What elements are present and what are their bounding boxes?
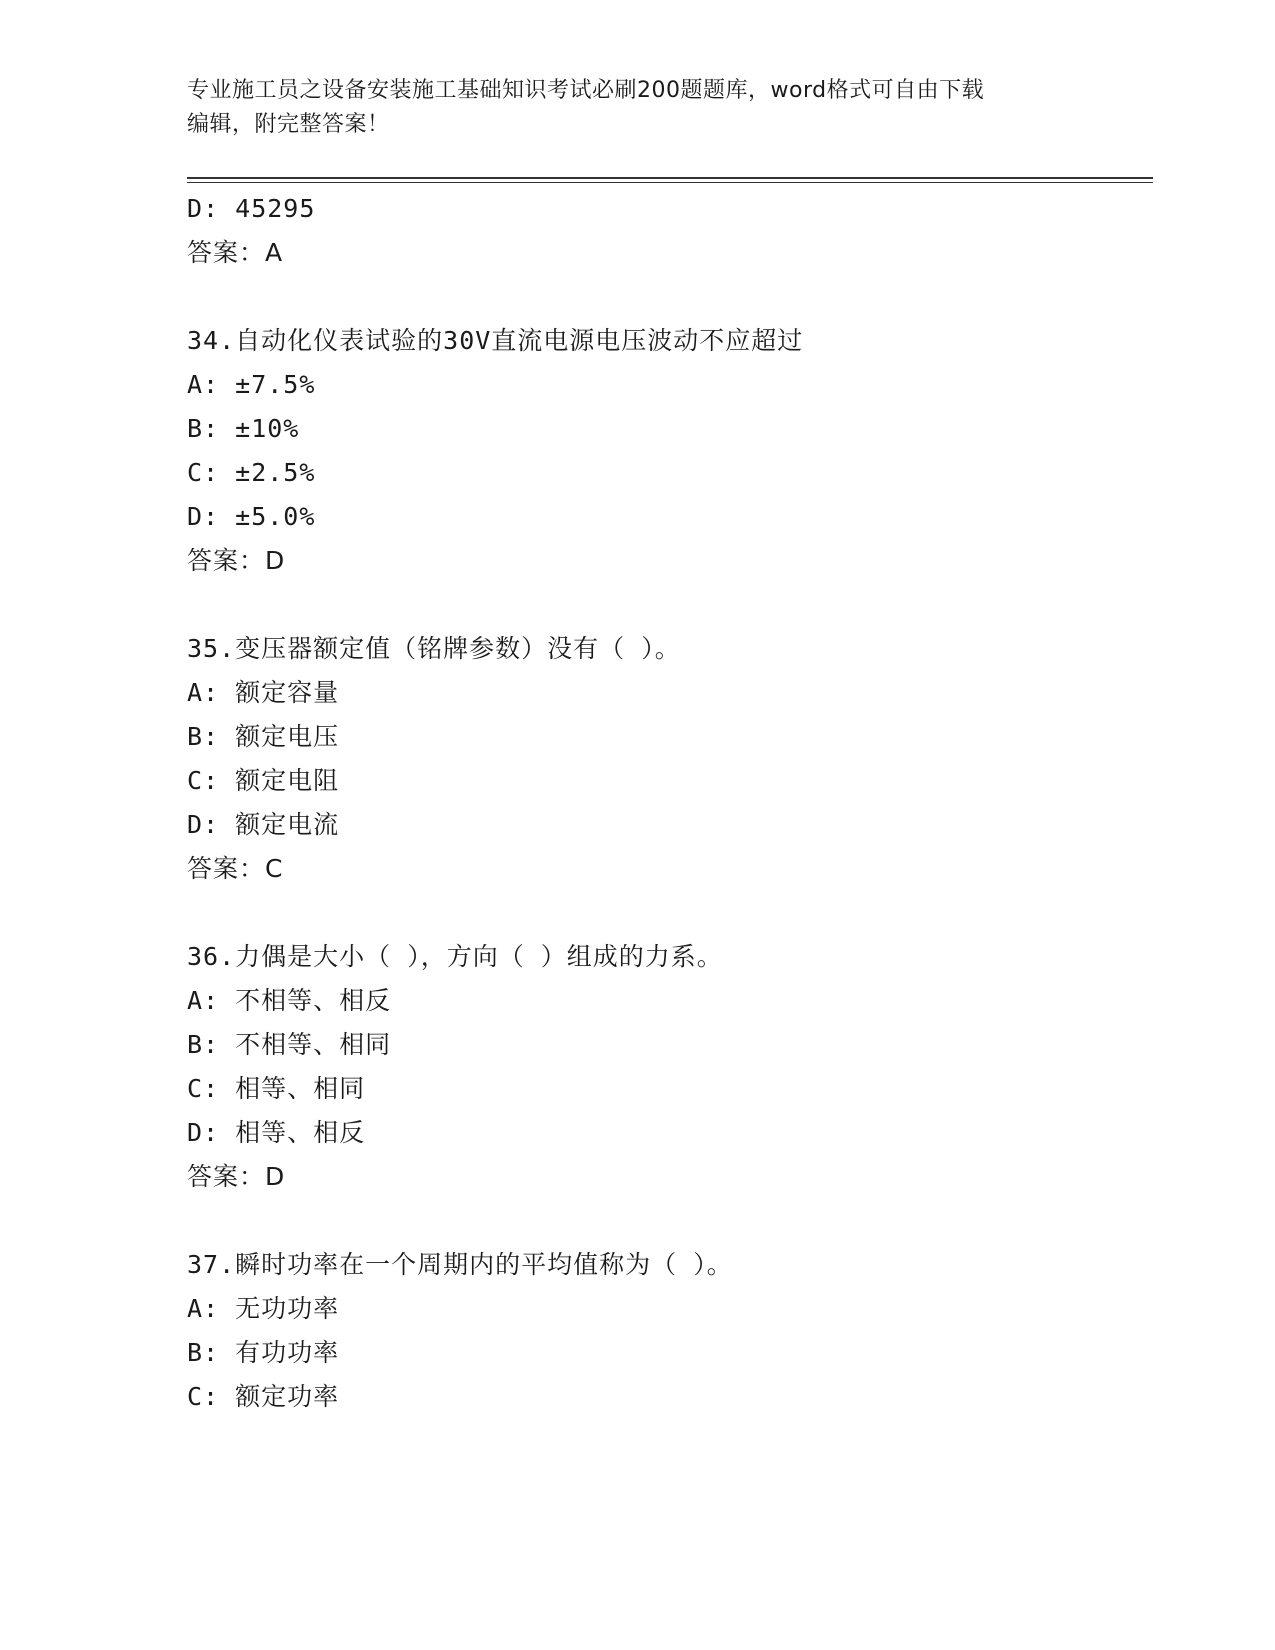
question-stem: 37.瞬时功率在一个周期内的平均值称为（ ）。 bbox=[187, 1250, 733, 1279]
question-option: B: ±10% bbox=[187, 414, 300, 443]
question-stem: 35.变压器额定值（铭牌参数）没有（ ）。 bbox=[187, 634, 681, 663]
question-option: D: 相等、相反 bbox=[187, 1118, 366, 1147]
question-option: A: 不相等、相反 bbox=[187, 986, 392, 1015]
question-option: B: 额定电压 bbox=[187, 722, 340, 751]
question-stem: 34.自动化仪表试验的30V直流电源电压波动不应超过 bbox=[187, 326, 804, 355]
question-option: A: 无功功率 bbox=[187, 1294, 340, 1323]
header-title-line-1: 专业施工员之设备安装施工基础知识考试必刷200题题库，word格式可自由下载 bbox=[187, 78, 985, 103]
question-answer: 答案：D bbox=[187, 1162, 286, 1191]
prev-answer: 答案：A bbox=[187, 238, 284, 267]
question-option: B: 不相等、相同 bbox=[187, 1030, 392, 1059]
header-divider bbox=[187, 177, 1153, 179]
question-stem: 36.力偶是大小（ ），方向（ ）组成的力系。 bbox=[187, 942, 723, 971]
question-option: D: ±5.0% bbox=[187, 502, 316, 531]
question-answer: 答案：C bbox=[187, 854, 284, 883]
question-option: D: 额定电流 bbox=[187, 810, 340, 839]
question-option: C: 额定功率 bbox=[187, 1382, 340, 1411]
question-option: B: 有功功率 bbox=[187, 1338, 340, 1367]
question-answer: 答案：D bbox=[187, 546, 286, 575]
header-divider-thin bbox=[187, 182, 1153, 183]
question-option: C: ±2.5% bbox=[187, 458, 316, 487]
document-header bbox=[187, 74, 1087, 142]
question-option: A: 额定容量 bbox=[187, 678, 340, 707]
question-option: A: ±7.5% bbox=[187, 370, 316, 399]
question-option: C: 额定电阻 bbox=[187, 766, 340, 795]
header-title-line-2: 编辑，附完整答案！ bbox=[187, 112, 390, 137]
question-option: C: 相等、相同 bbox=[187, 1074, 366, 1103]
prev-option-d: D: 45295 bbox=[187, 194, 316, 223]
